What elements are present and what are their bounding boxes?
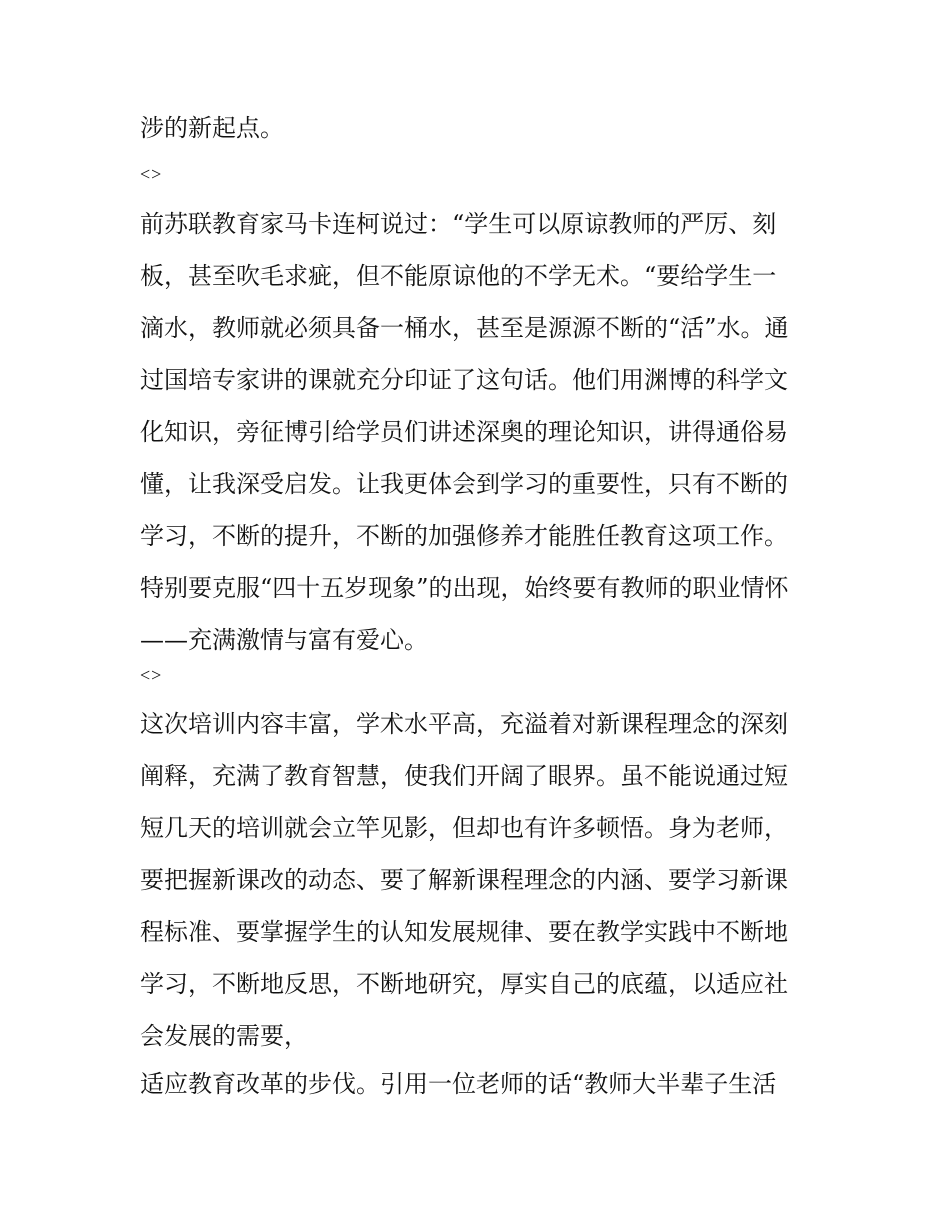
text-line: 前苏联教育家马卡连柯说过：“学生可以原谅教师的严厉、刻 [140, 210, 777, 238]
section-separator: <> [140, 164, 163, 184]
text-line: ——充满激情与富有爱心。 [140, 626, 428, 654]
text-line: 这次培训内容丰富，学术水平高，充溢着对新课程理念的深刻 [140, 710, 788, 738]
text-line: 懂，让我深受启发。让我更体会到学习的重要性，只有不断的 [140, 470, 788, 498]
text-line: 学习，不断地反思，不断地研究，厚实自己的底蕴，以适应社 [140, 970, 788, 998]
text-line: 涉的新起点。 [140, 114, 284, 142]
section-separator: <> [140, 665, 163, 685]
text-line: 程标准、要掌握学生的认知发展规律、要在教学实践中不断地 [140, 918, 788, 946]
text-line: 会发展的需要， [140, 1022, 308, 1050]
text-line: 特别要克服“四十五岁现象”的出现，始终要有教师的职业情怀 [140, 574, 789, 602]
text-line: 学习，不断的提升，不断的加强修养才能胜任教育这项工作。 [140, 522, 788, 550]
text-line: 滴水，教师就必须具备一桶水，甚至是源源不断的“活”水。通 [140, 314, 789, 342]
text-line: 适应教育改革的步伐。引用一位老师的话“教师大半辈子生活 [140, 1070, 777, 1098]
text-line: 短几天的培训就会立竿见影，但却也有许多顿悟。身为老师， [140, 814, 788, 842]
text-line: 阐释，充满了教育智慧，使我们开阔了眼界。虽不能说通过短 [140, 762, 788, 790]
text-line: 板，甚至吹毛求疵，但不能原谅他的不学无术。“要给学生一 [140, 262, 777, 290]
text-line: 过国培专家讲的课就充分印证了这句话。他们用渊博的科学文 [140, 366, 788, 394]
text-line: 化知识，旁征博引给学员们讲述深奥的理论知识，讲得通俗易 [140, 418, 788, 446]
text-line: 要把握新课改的动态、要了解新课程理念的内涵、要学习新课 [140, 866, 788, 894]
